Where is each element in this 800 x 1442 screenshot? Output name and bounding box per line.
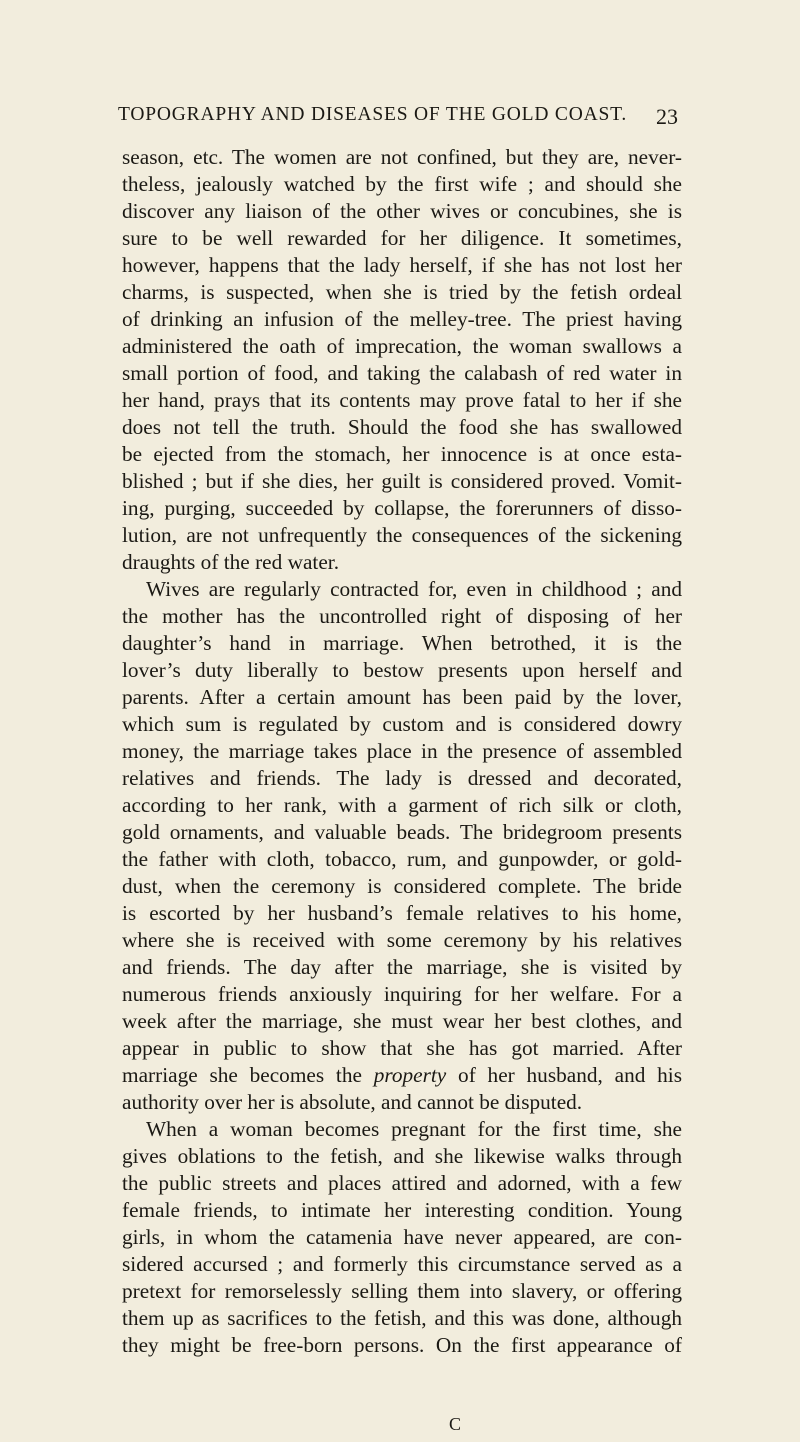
text-line: small portion of food, and taking the calabash of red water in [122, 361, 682, 385]
text-line: blished ; but if she dies, her guilt is considered proved. Vomit- [122, 469, 682, 493]
text-line: appear in public to show that she has got married. After [122, 1036, 682, 1060]
text-line: gold ornaments, and valuable beads. The bridegroom presents [122, 820, 682, 844]
text-line: daughter’s hand in marriage. When betrothed, it is the [122, 631, 682, 655]
text-line: Wives are regularly contracted for, even in childhood ; and [146, 577, 682, 601]
text-line: where she is received with some ceremony by his relatives [122, 928, 682, 952]
text-line: discover any liaison of the other wives or concubines, she is [122, 199, 682, 223]
text-line [122, 1062, 682, 1089]
emphasized-word: property [373, 1063, 447, 1087]
text-line: numerous friends anxiously inquiring for her welfare. For a [122, 982, 682, 1006]
text-line: relatives and friends. The lady is dressed and decorated, [122, 766, 682, 790]
text-line: sidered accursed ; and formerly this circumstance served as a [122, 1252, 682, 1276]
text-line: lution, are not unfrequently the consequences of the sickening [122, 523, 682, 547]
text-line: the father with cloth, tobacco, rum, and gunpowder, or gold- [122, 847, 682, 871]
text-line: lover’s duty liberally to bestow presents upon herself and [122, 658, 682, 682]
text-line: season, etc. The women are not confined, but they are, never- [122, 145, 682, 169]
text-line: theless, jealously watched by the first wife ; and should she [122, 172, 682, 196]
text-line: When a woman becomes pregnant for the first time, she [146, 1117, 682, 1141]
text-line: administered the oath of imprecation, the woman swallows a [122, 334, 682, 358]
text-line: gives oblations to the fetish, and she likewise walks through [122, 1144, 682, 1168]
text-line: week after the marriage, she must wear her best clothes, and [122, 1009, 682, 1033]
text-line: girls, in whom the catamenia have never appeared, are con- [122, 1225, 682, 1249]
text-segment: marriage she becomes the [122, 1063, 374, 1087]
text-line: they might be free-born persons. On the first appearance of [122, 1333, 682, 1357]
text-line: which sum is regulated by custom and is considered dowry [122, 712, 682, 736]
text-line: her hand, prays that its contents may prove fatal to her if she [122, 388, 682, 412]
body-text [122, 144, 682, 1359]
text-line: authority over her is absolute, and cannot be disputed. [122, 1090, 583, 1114]
text-line: draughts of the red water. [122, 550, 340, 574]
text-line: according to her rank, with a garment of rich silk or cloth, [122, 793, 682, 817]
text-line: the public streets and places attired and adorned, with a few [122, 1171, 682, 1195]
page-number: 23 [656, 104, 678, 129]
text-line: however, happens that the lady herself, if she has not lost her [122, 253, 682, 277]
text-line: does not tell the truth. Should the food she has swallowed [122, 415, 682, 439]
text-line: charms, is suspected, when she is tried by the fetish ordeal [122, 280, 682, 304]
text-line: sure to be well rewarded for her diligence. It sometimes, [122, 226, 682, 250]
running-title: TOPOGRAPHY AND DISEASES OF THE GOLD COAST. [118, 104, 628, 125]
text-line: ing, purging, succeeded by collapse, the forerunners of disso- [122, 496, 682, 520]
text-line: be ejected from the stomach, her innocence is at once esta- [122, 442, 682, 466]
text-line: is escorted by her husband’s female relatives to his home, [122, 901, 682, 925]
signature-mark: C [448, 1414, 461, 1434]
text-line: of drinking an infusion of the melley-tree. The priest having [122, 307, 682, 331]
text-line: the mother has the uncontrolled right of disposing of her [122, 604, 682, 628]
text-line: money, the marriage takes place in the presence of assembled [122, 739, 682, 763]
text-line: them up as sacrifices to the fetish, and this was done, although [122, 1306, 682, 1330]
text-segment: of her husband, and his [446, 1063, 682, 1087]
text-line: parents. After a certain amount has been paid by the lover, [122, 685, 682, 709]
text-line: and friends. The day after the marriage, she is visited by [122, 955, 682, 979]
text-line: pretext for remorselessly selling them into slavery, or offering [122, 1279, 682, 1303]
text-line: dust, when the ceremony is considered complete. The bride [122, 874, 682, 898]
running-head [118, 104, 678, 134]
text-line: female friends, to intimate her interesting condition. Young [122, 1198, 682, 1222]
